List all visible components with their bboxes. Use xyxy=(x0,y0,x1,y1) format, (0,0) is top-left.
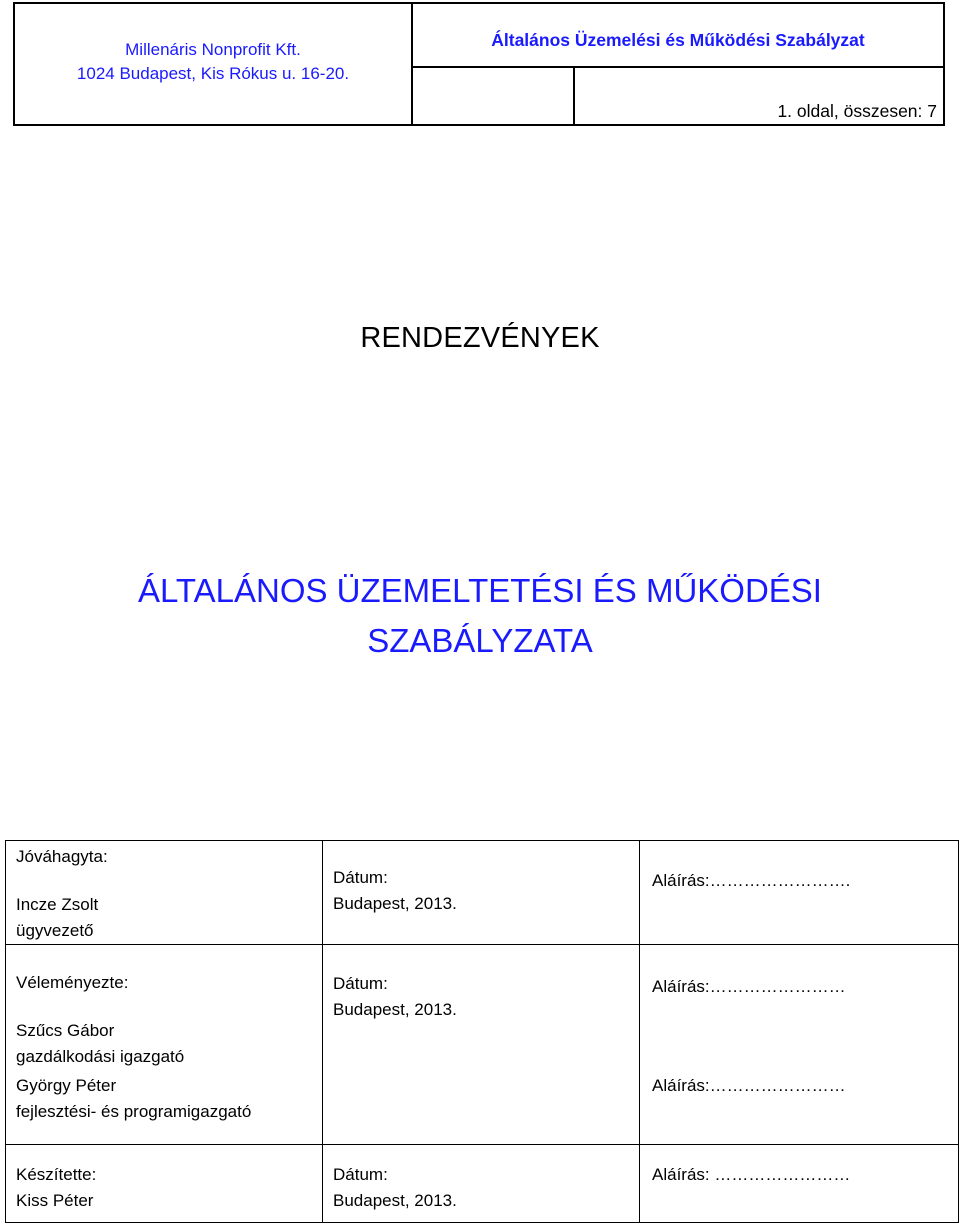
signature-line: Aláírás:…………………… xyxy=(652,1075,846,1095)
approval-row-reviewed xyxy=(6,945,959,1073)
header-sub-table xyxy=(413,68,943,124)
approval-role: Készítette: xyxy=(16,1165,97,1184)
signature-cell xyxy=(640,1073,959,1145)
reviewer-name: György Péter xyxy=(16,1075,117,1095)
date-value: Budapest, 2013. xyxy=(333,1191,457,1210)
approval-date-cell xyxy=(323,841,640,945)
header-meta-cell xyxy=(412,67,944,125)
signature-line: Aláírás: …………………… xyxy=(652,1165,851,1184)
signature-cell xyxy=(640,945,959,1073)
approval-row-prepared xyxy=(6,1145,959,1223)
approval-row-reviewed-2 xyxy=(6,1073,959,1145)
approver-title: ügyvezető xyxy=(16,921,94,940)
header-org-cell xyxy=(14,3,412,125)
date-value: Budapest, 2013. xyxy=(333,1000,457,1019)
reviewer-title: fejlesztési- és programigazgató xyxy=(16,1101,252,1121)
document-header xyxy=(13,2,945,126)
approval-row-approved xyxy=(6,841,959,945)
approval-date-cell xyxy=(323,1145,640,1223)
signature-line: Aláírás:…………………… xyxy=(652,977,846,996)
preparer-cell xyxy=(6,1145,323,1223)
approval-table xyxy=(5,840,959,1223)
signature-line: Aláírás:……………………. xyxy=(652,871,851,890)
approval-role: Jóváhagyta: xyxy=(16,847,108,866)
org-address: 1024 Budapest, Kis Rókus u. 16-20. xyxy=(76,64,350,83)
reviewer-name: Szűcs Gábor xyxy=(16,1021,115,1040)
reviewer-cell xyxy=(6,945,323,1073)
reviewer-cell-2 xyxy=(6,1073,323,1145)
date-label: Dátum: xyxy=(333,1165,388,1184)
header-empty-cell xyxy=(413,68,574,124)
subtitle-line-2: SZABÁLYZATA xyxy=(367,622,593,659)
reviewer-title: gazdálkodási igazgató xyxy=(16,1047,185,1066)
subtitle-line-1: ÁLTALÁNOS ÜZEMELTETÉSI ÉS MŰKÖDÉSI xyxy=(138,572,822,609)
approval-role: Véleményezte: xyxy=(16,973,129,992)
main-title: RENDEZVÉNYEK xyxy=(360,322,600,354)
signature-cell xyxy=(640,841,959,945)
date-label: Dátum: xyxy=(333,974,388,993)
approver-cell xyxy=(6,841,323,945)
approval-date-cell-empty xyxy=(323,1073,640,1145)
approval-date-cell xyxy=(323,945,640,1073)
signature-cell xyxy=(640,1145,959,1223)
header-doc-title: Általános Üzemelési és Működési Szabályzat xyxy=(412,3,944,67)
page-info: 1. oldal, összesen: 7 xyxy=(574,68,943,124)
date-value: Budapest, 2013. xyxy=(333,894,457,913)
org-name: Millenáris Nonprofit Kft. xyxy=(125,40,301,59)
approver-name: Incze Zsolt xyxy=(16,895,99,914)
subtitle xyxy=(120,566,840,666)
preparer-name: Kiss Péter xyxy=(16,1191,94,1210)
date-label: Dátum: xyxy=(333,868,388,887)
